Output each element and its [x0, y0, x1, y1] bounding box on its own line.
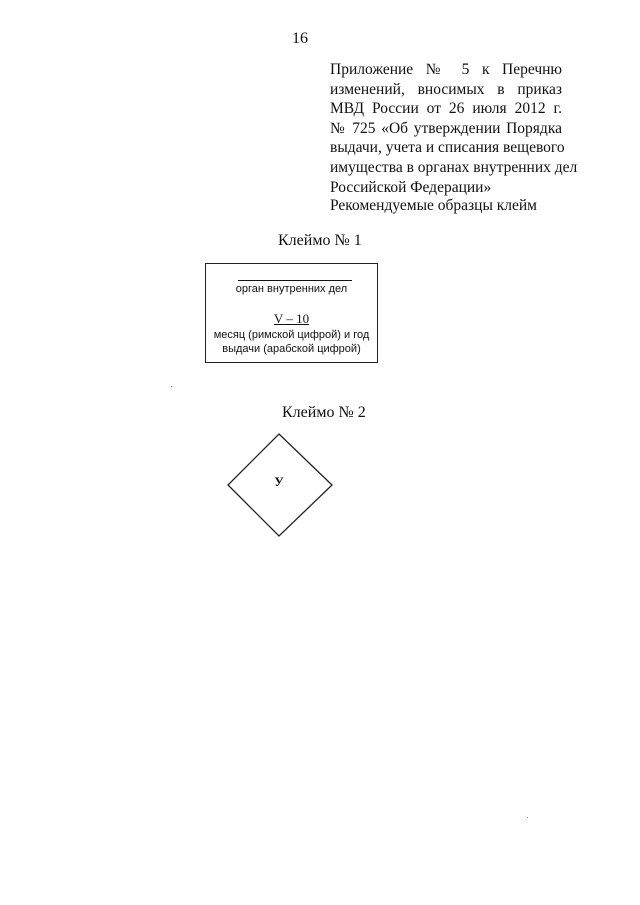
stamp1-title: Клеймо № 1: [278, 232, 362, 249]
annex-line: МВД России от 26 июля 2012 г.: [330, 100, 562, 118]
stamp1-desc-line: месяц (римской цифрой) и год: [213, 329, 370, 341]
stamp2-letter: У: [274, 474, 284, 489]
stamp1-code-text: V – 10: [273, 311, 310, 326]
stamp1-code: [206, 311, 377, 327]
annex-line: выдачи, учета и списания вещевого: [330, 139, 565, 157]
annex-line: изменений, вносимых в приказ: [330, 80, 562, 98]
page-number: 16: [292, 30, 308, 47]
annex-header: [330, 60, 578, 197]
stamp1-divider-line: [238, 280, 352, 281]
stamp2-title: Клеймо № 2: [282, 404, 366, 421]
stamp1-organ-label: орган внутренних дел: [235, 283, 348, 295]
annex-line: № 725 «Об утверждении Порядка: [330, 119, 562, 137]
annex-line: имущества в органах внутренних дел: [330, 158, 578, 176]
annex-line: Приложение № 5 к Перечню: [330, 61, 562, 78]
recommended-samples-heading: Рекомендуемые образцы клейм: [330, 197, 537, 214]
stamp1-box: [205, 263, 378, 363]
stamp1-description: [206, 328, 377, 356]
stamp1-desc-line: выдачи (арабской цифрой): [222, 343, 361, 355]
scan-speck: [171, 386, 172, 387]
annex-line: Российской Федерации»: [330, 178, 492, 196]
scan-speck: [527, 817, 528, 818]
